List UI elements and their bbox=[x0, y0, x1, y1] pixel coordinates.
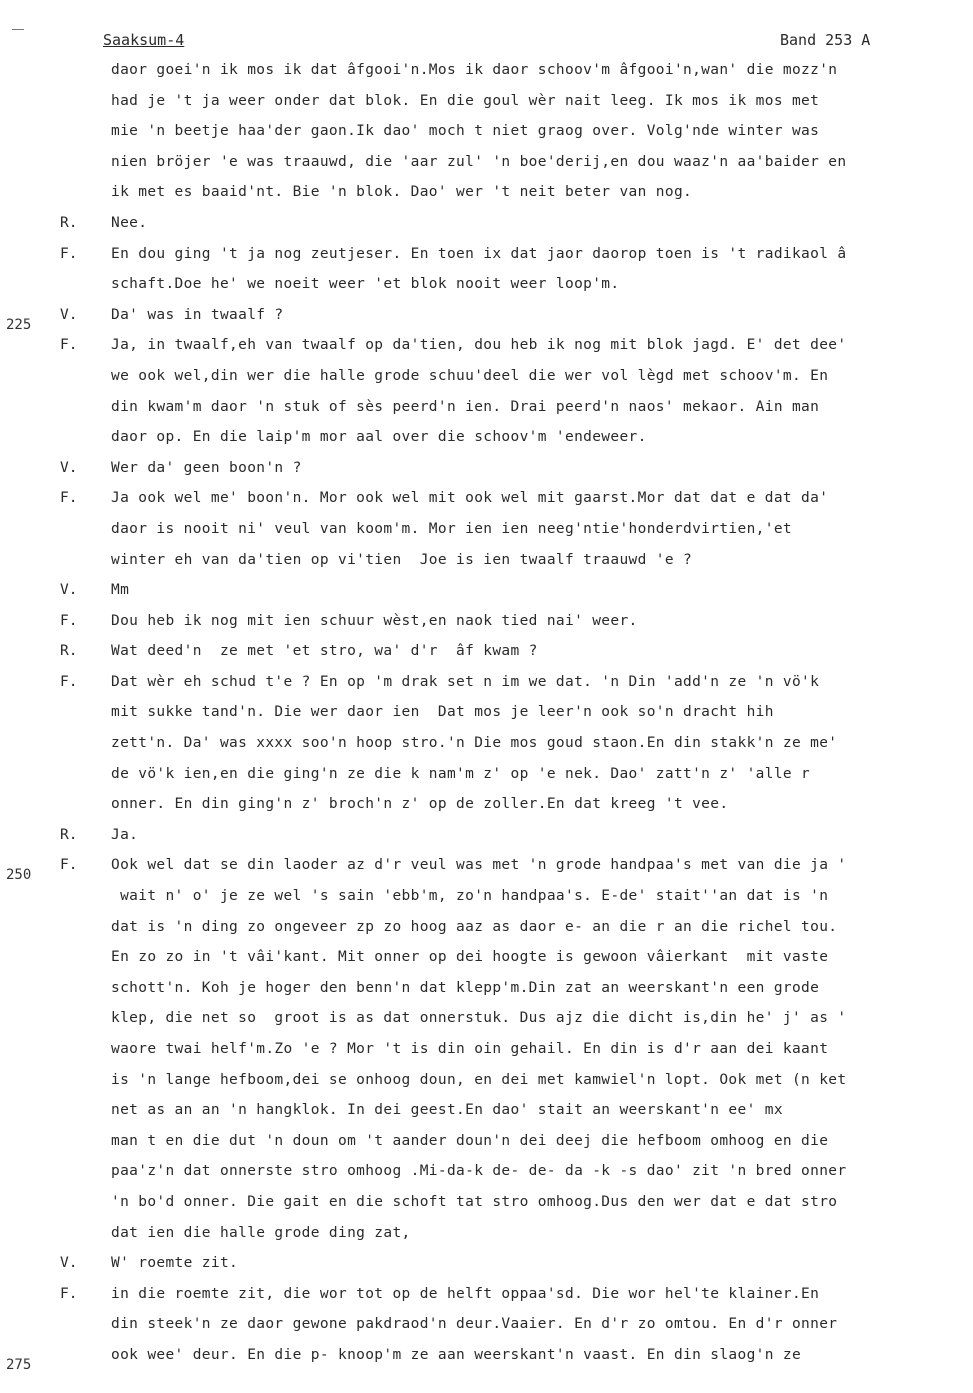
line-text: zett'n. Da' was xxxx soo'n hoop stro.'n Die mos goud staon.En din stakk'n ze me' bbox=[111, 735, 838, 752]
line-text: 'n bo'd onner. Die gait en die schoft tat stro omhoog.Dus den wer dat e dat stro bbox=[111, 1193, 838, 1210]
transcript-line bbox=[0, 1129, 973, 1160]
line-text: En dou ging 't ja nog zeutjeser. En toen ix dat jaor daorop toen is 't radikaol â bbox=[111, 245, 847, 262]
line-text: nien bröjer 'e was traauwd, die 'aar zul' 'n boe'derij,en dou waaz'n aa'baider en bbox=[111, 153, 847, 170]
transcript-line bbox=[0, 119, 973, 150]
speaker-label: V. bbox=[60, 1255, 78, 1272]
transcript-line bbox=[0, 609, 973, 640]
transcript-line bbox=[0, 823, 973, 854]
transcript-line bbox=[0, 578, 973, 609]
transcript-line bbox=[0, 1037, 973, 1068]
line-text: dat ien die halle grode ding zat, bbox=[111, 1224, 411, 1241]
line-text: daor goei'n ik mos ik dat âfgooi'n.Mos ik daor schoov'm âfgooi'n,wan' die mozz'n bbox=[111, 62, 838, 78]
line-text: de vö'k ien,en die ging'n ze die k nam'm z' op 'e nek. Dao' zatt'n z' 'alle r bbox=[111, 765, 811, 782]
transcript-line bbox=[0, 792, 973, 823]
line-text: Ja, in twaalf,eh van twaalf op da'tien, dou heb ik nog mit blok jagd. E' det dee' bbox=[111, 337, 847, 354]
line-text: schott'n. Koh je hoger den benn'n dat klepp'm.Din zat an weerskant'n een grode bbox=[111, 979, 820, 996]
transcript-line bbox=[0, 486, 973, 517]
line-text: Mm bbox=[111, 582, 130, 599]
line-text: in die roemte zit, die wor tot op de helft oppaa'sd. Die wor hel'te klainer.En bbox=[111, 1285, 820, 1302]
line-text: Ja. bbox=[111, 826, 139, 843]
line-text: dat is 'n ding zo ongeveer zp zo hoog aaz as daor e- an die r an die richel tou. bbox=[111, 918, 838, 935]
speaker-label: V. bbox=[60, 306, 78, 323]
transcript-line bbox=[0, 242, 973, 273]
line-text: Dou heb ik nog mit ien schuur wèst,en naok tied nai' weer. bbox=[111, 612, 638, 629]
line-text: waore twai helf'm.Zo 'e ? Mor 't is din oin gehail. En din is d'r aan dei kaant bbox=[111, 1041, 829, 1057]
transcript-line bbox=[0, 1159, 973, 1190]
speaker-label: F. bbox=[60, 245, 78, 262]
transcript-lines bbox=[0, 58, 973, 1374]
line-number: 275 bbox=[6, 1356, 32, 1373]
speaker-label: R. bbox=[60, 826, 78, 843]
transcript-line bbox=[0, 425, 973, 456]
transcript-line bbox=[0, 395, 973, 426]
transcript-line bbox=[0, 517, 973, 548]
transcript-line bbox=[0, 976, 973, 1007]
transcript-line bbox=[0, 1312, 973, 1343]
line-text: daor is nooit ni' veul van koom'm. Mor ien ien neeg'ntie'honderdvirtien,'et bbox=[111, 520, 792, 537]
transcript-line bbox=[0, 89, 973, 120]
line-number: 250 bbox=[6, 867, 32, 884]
transcript-line bbox=[0, 1282, 973, 1313]
transcript-line bbox=[0, 333, 973, 364]
transcript-line bbox=[0, 180, 973, 211]
line-text: Ook wel dat se din laoder az d'r veul was met 'n grode handpaa's met van die ja ' bbox=[111, 857, 847, 874]
transcript-line bbox=[0, 915, 973, 946]
transcript-line bbox=[0, 1068, 973, 1099]
speaker-label: F. bbox=[60, 337, 78, 354]
line-text: Wat deed'n ze met 'et stro, wa' d'r âf kwam ? bbox=[111, 643, 538, 660]
line-text: is 'n lange hefboom,dei se onhoog doun, en dei met kamwiel'n lopt. Ook met (n ket bbox=[111, 1071, 847, 1088]
line-text: winter eh van da'tien op vi'tien Joe is ien twaalf traauwd 'e ? bbox=[111, 551, 693, 568]
speaker-label: V. bbox=[60, 459, 78, 476]
transcript-line bbox=[0, 58, 973, 89]
line-number: 225 bbox=[6, 316, 32, 333]
speaker-label: V. bbox=[60, 582, 78, 599]
transcript-line bbox=[0, 853, 973, 884]
speaker-label: F. bbox=[60, 857, 78, 874]
line-text: ook wee' deur. En die p- knoop'm ze aan weerskant'n vaast. En din slaog'n ze bbox=[111, 1346, 802, 1363]
speaker-label: F. bbox=[60, 612, 78, 629]
transcript-line bbox=[0, 1251, 973, 1282]
transcript-line bbox=[0, 548, 973, 579]
line-text: Ja ook wel me' boon'n. Mor ook wel mit ook wel mit gaarst.Mor dat dat e dat da' bbox=[111, 490, 829, 507]
speaker-label: R. bbox=[60, 643, 78, 660]
transcript-line bbox=[0, 364, 973, 395]
line-text: onner. En din ging'n z' broch'n z' op de zoller.En dat kreeg 't vee. bbox=[111, 796, 729, 813]
line-text: paa'z'n dat onnerste stro omhoog .Mi-da-k de- de- da -k -s dao' zit 'n bred onner bbox=[111, 1163, 847, 1180]
transcript-line bbox=[0, 1221, 973, 1252]
transcript-line bbox=[0, 639, 973, 670]
transcript-line bbox=[0, 762, 973, 793]
transcript-line bbox=[0, 884, 973, 915]
transcript-line bbox=[0, 945, 973, 976]
transcript-line bbox=[0, 303, 973, 334]
line-text: Da' was in twaalf ? bbox=[111, 306, 284, 323]
header-title: Saaksum-4 bbox=[103, 31, 185, 49]
line-text: schaft.Doe he' we noeit weer 'et blok nooit weer loop'm. bbox=[111, 276, 620, 293]
line-text: Dat wèr eh schud t'e ? En op 'm drak set n im we dat. 'n Din 'add'n ze 'n vö'k bbox=[111, 673, 820, 690]
speaker-label: F. bbox=[60, 490, 78, 507]
transcript-line bbox=[0, 272, 973, 303]
line-text: net as an an 'n hangklok. In dei geest.En dao' stait an weerskant'n ee' mx bbox=[111, 1102, 783, 1119]
line-text: mie 'n beetje haa'der gaon.Ik dao' moch t niet graog over. Volg'nde winter was bbox=[111, 123, 820, 140]
transcript-line bbox=[0, 1190, 973, 1221]
line-text: En zo zo in 't vâi'kant. Mit onner op dei hoogte is gewoon vâierkant mit vaste bbox=[111, 949, 829, 966]
line-text: daor op. En die laip'm mor aal over die schoov'm 'endeweer. bbox=[111, 429, 647, 446]
transcript-line bbox=[0, 670, 973, 701]
transcript-line bbox=[0, 700, 973, 731]
speaker-label: R. bbox=[60, 214, 78, 231]
transcript-line bbox=[0, 1098, 973, 1129]
line-text: Nee. bbox=[111, 214, 148, 231]
speaker-label: F. bbox=[60, 673, 78, 690]
transcript-line bbox=[0, 1006, 973, 1037]
transcript-line bbox=[0, 731, 973, 762]
corner-mark bbox=[12, 29, 24, 30]
line-text: man t en die dut 'n doun om 't aander doun'n dei deej die hefboom omhoog en die bbox=[111, 1132, 829, 1149]
line-text: W' roemte zit. bbox=[111, 1255, 239, 1272]
line-text: we ook wel,din wer die halle grode schuu'deel die wer vol lègd met schoov'm. En bbox=[111, 367, 829, 384]
transcript-line bbox=[0, 1343, 973, 1374]
transcript-line bbox=[0, 150, 973, 181]
transcript-line bbox=[0, 211, 973, 242]
line-text: Wer da' geen boon'n ? bbox=[111, 459, 302, 476]
line-text: wait n' o' je ze wel 's sain 'ebb'm, zo'n handpaa's. E-de' stait''an dat is 'n bbox=[111, 888, 829, 905]
line-text: din kwam'm daor 'n stuk of sès peerd'n ien. Drai peerd'n naos' mekaor. Ain man bbox=[111, 398, 820, 415]
line-text: klep, die net so groot is as dat onnerstuk. Dus ajz die dicht is,din he' j' as ' bbox=[111, 1010, 847, 1027]
line-text: ik met es baaid'nt. Bie 'n blok. Dao' wer 't neit beter van nog. bbox=[111, 184, 693, 201]
line-text: mit sukke tand'n. Die wer daor ien Dat mos je leer'n ook so'n dracht hih bbox=[111, 704, 774, 721]
speaker-label: F. bbox=[60, 1285, 78, 1302]
transcript-line bbox=[0, 456, 973, 487]
line-text: din steek'n ze daor gewone pakdraod'n deur.Vaaier. En d'r zo omtou. En d'r onner bbox=[111, 1316, 838, 1333]
header-band: Band 253 A bbox=[780, 31, 871, 49]
line-text: had je 't ja weer onder dat blok. En die goul wèr nait leeg. Ik mos ik mos met bbox=[111, 92, 820, 109]
